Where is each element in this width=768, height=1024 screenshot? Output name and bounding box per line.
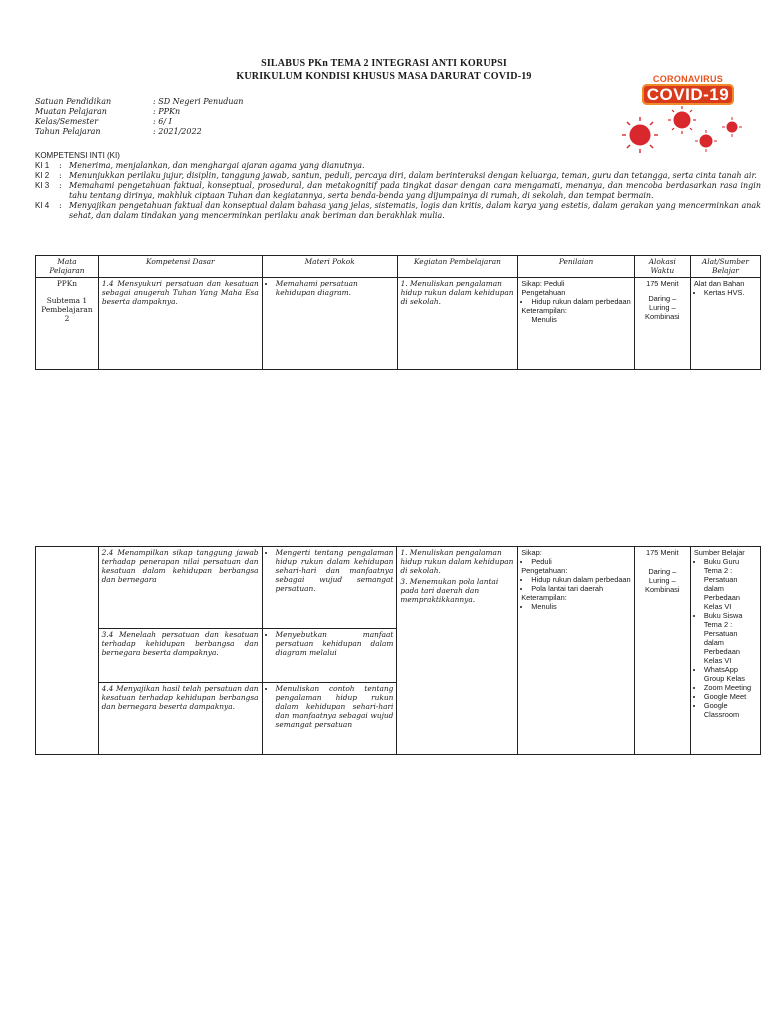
col-header-alokasi: Alokasi Waktu [634,256,690,278]
cell-alokasi [634,278,690,370]
cell-materi [262,629,397,683]
cell-materi [262,683,397,755]
virus-icon [622,117,658,153]
sumber-item: • Google Classroom [704,701,757,719]
ki-text: Menyajikan pengetahuan faktual dan konseptual dalam bahasa yang jelas, sistematis, logis dan kritis, dalam karya yang estetis, dalam gerakan yang mencerminkan anak sehat, dan dalam tindakan yang mencerminkan perilaku anak beriman dan berakhlak mulia. [69,201,761,220]
mapel-text: PPKn [56,279,78,288]
virus-icon [722,117,742,137]
ki-heading: KOMPETENSI INTI (KI) [35,151,120,160]
cell-alokasi [634,547,690,755]
sumber-item: • Zoom Meeting [704,683,757,692]
ki-text: Memahami pengetahuan faktual, konseptual, prosedural, dan metakognitif pada tingkat dasar dengan cara mengamati, menanya, dan mencoba berdasarkan rasa ingin tahu tentang dirinya, makhluk ciptaan Tuhan dan kegiatannya, serta benda-benda yang dijumpainya di rumah, di sekolah, dan tempat bermain. [69,181,761,200]
table-row [36,547,761,629]
info-label: Satuan Pendidikan [35,97,112,106]
cell-kd: 1.4 Mensyukuri persatuan dan kesatuan sebagai anugerah Tuhan Yang Maha Esa beserta dampaknya. [98,278,262,370]
penilaian-item: Menulis [531,315,557,324]
alat-heading: Alat dan Bahan [693,279,745,288]
cell-mapel [36,278,99,370]
col-header-kd: Kompetensi Dasar [98,256,262,278]
cell-kd: 3.4 Menelaah persatuan dan kesatuan terhadap kehidupan berbangsa dan bernegara beserta dampaknya. [98,629,262,683]
ki-item: KI 4 : Menyajikan pengetahuan faktual dan konseptual dalam bahasa yang jelas, sistematis, logis dan kritis, dalam karya yang estetis, dalam gerakan yang mencerminkan anak sehat, dan dalam tindakan yang mencerminkan perilaku anak beriman dan berakhlak mulia. [35,201,761,220]
col-header-materi: Materi Pokok [262,256,397,278]
kompetensi-inti-section [35,151,761,221]
penilaian-pengetahuan: Pengetahuan [521,288,566,297]
ki-text: Menunjukkan perilaku jujur, disiplin, tanggung jawab, santun, peduli, percaya diri, dalam berinteraksi dengan keluarga, teman, guru dan tetangga, serta cinta tanah air. [69,171,757,180]
ki-text: Menerima, menjalankan, dan menghargai ajaran agama yang dianutnya. [69,161,365,170]
cell-kd: 4.4 Menyajikan hasil telah persatuan dan kesatuan terhadap kehidupan berbangsa dan bernegara beserta dampaknya. [98,683,262,755]
ki-code: KI 1 [35,161,50,170]
sumber-item: • Google Meet [704,692,757,701]
cell-kegiatan [397,547,518,755]
cell-materi [262,278,397,370]
ki-code: KI 4 [35,201,50,210]
virus-icon [695,130,717,152]
alokasi-mode: Daring – Luring – Kombinasi [645,294,680,321]
kegiatan-item: 3. Menemukan pola lantai pada tari daerah dan mempraktikkannya. [400,577,499,604]
cell-materi [262,547,397,629]
penilaian-item: • Pola lantai tari daerah [531,584,631,593]
doc-title-line2: KURIKULUM KONDISI KHUSUS MASA DARURAT COVID-19 [236,71,532,82]
penilaian-sikap: Sikap: Peduli [521,279,565,288]
col-header-kegiatan: Kegiatan Pembelajaran [397,256,518,278]
info-label: Muatan Pelajaran [35,107,107,116]
virus-icon [668,106,696,134]
penilaian-item: • Hidup rukun dalam perbedaan [531,297,630,306]
doc-title-line1: SILABUS PKn TEMA 2 INTEGRASI ANTI KORUPSI [261,58,507,69]
cell-mapel-empty [36,547,99,755]
penilaian-item: • Menulis [531,602,631,611]
covid-logo [628,74,748,105]
ki-item: KI 1 : Menerima, menjalankan, dan menghargai ajaran agama yang dianutnya. [35,161,761,171]
covid-logo-main-text: COVID-19 [642,84,734,105]
alokasi-menit: 175 Menit [646,548,679,557]
ki-item: KI 2 : Menunjukkan perilaku jujur, disiplin, tanggung jawab, santun, peduli, percaya diri, dalam berinteraksi dengan keluarga, teman, guru dan tetangga, serta cinta tanah air. [35,171,761,181]
materi-item: • Menuliskan contoh tentang pengalaman hidup rukun dalam kehidupan sehari-hari dan manfaatnya sebagai wujud semangat persatuan [276,684,394,729]
col-header-alat: Alat/Sumber Belajar [690,256,760,278]
info-row [35,107,243,117]
sumber-item: • WhatsApp Group Kelas [704,665,757,683]
cell-kegiatan: 1. Menuliskan pengalaman hidup rukun dalam kehidupan di sekolah. [397,278,518,370]
ki-item: KI 3 : Memahami pengetahuan faktual, konseptual, prosedural, dan metakognitif pada tingkat dasar dengan cara mengamati, menanya, dan mencoba berdasarkan rasa ingin tahu tentang dirinya, makhluk ciptaan Tuhan dan kegiatannya, serta benda-benda yang dijumpainya di rumah, di sekolah, dan tempat bermain. [35,181,761,200]
syllabus-table-2 [35,546,761,755]
table-header-row [36,256,761,278]
materi-item: • Menyebutkan manfaat persatuan kehidupan dalam diagram melalui [276,630,394,657]
penilaian-keterampilan: Keterampilan: [521,593,567,602]
alokasi-menit: 175 Menit [646,279,679,288]
materi-item: • Memahami persatuan kehidupan diagram. [276,279,394,297]
info-label: Tahun Pelajaran [35,127,101,136]
virus-icon-cluster [610,105,750,155]
penilaian-pengetahuan: Pengetahuan: [521,566,568,575]
info-row [35,117,243,127]
info-row [35,127,243,137]
cell-kd: 2.4 Menampilkan sikap tanggung jawab terhadap penerapan nilai persatuan dan kesatuan dalam kehidupan berbangsa dan bernegara [98,547,262,629]
cell-sumber [690,547,760,755]
info-value: : 2021/2022 [153,127,202,136]
info-label: Kelas/Semester [35,117,99,126]
info-row [35,97,243,107]
ki-code: KI 2 [35,171,50,180]
alat-item: • Kertas HVS. [704,288,757,297]
cell-penilaian [518,547,635,755]
col-header-penilaian: Penilaian [518,256,634,278]
cell-alat [690,278,760,370]
sumber-item: • Buku Siswa Tema 2 : Persatuan dalam Perbedaan Kelas VI [704,611,757,665]
info-value: : 6/ I [153,117,172,126]
covid-logo-top-text: CORONAVIRUS [652,74,724,84]
sumber-item: • Buku Guru Tema 2 : Persatuan dalam Perbedaan Kelas VI [704,557,757,611]
kegiatan-item: 1. Menuliskan pengalaman hidup rukun dalam kehidupan di sekolah. [400,548,514,575]
penilaian-item: • Hidup rukun dalam perbedaan [531,575,631,584]
penilaian-keterampilan: Keterampilan: [521,306,567,315]
cell-penilaian [518,278,634,370]
info-value: : SD Negeri Penuduan [153,97,244,106]
penilaian-item: • Peduli [531,557,631,566]
info-value: : PPKn [153,107,181,116]
syllabus-table-1 [35,255,761,370]
subtema-text: Subtema 1 Pembelajaran 2 [41,296,93,323]
penilaian-sikap: Sikap: [521,548,542,557]
table-row [36,278,761,370]
identity-block [35,97,243,137]
col-header-mapel: Mata Pelajaran [36,256,99,278]
materi-item: • Mengerti tentang pengalaman hidup rukun dalam kehidupan sehari-hari dan manfaatnya sebagai wujud semangat persatuan. [276,548,394,593]
ki-code: KI 3 [35,181,50,190]
alokasi-mode: Daring – Luring – Kombinasi [645,567,680,594]
sumber-heading: Sumber Belajar [693,548,745,557]
